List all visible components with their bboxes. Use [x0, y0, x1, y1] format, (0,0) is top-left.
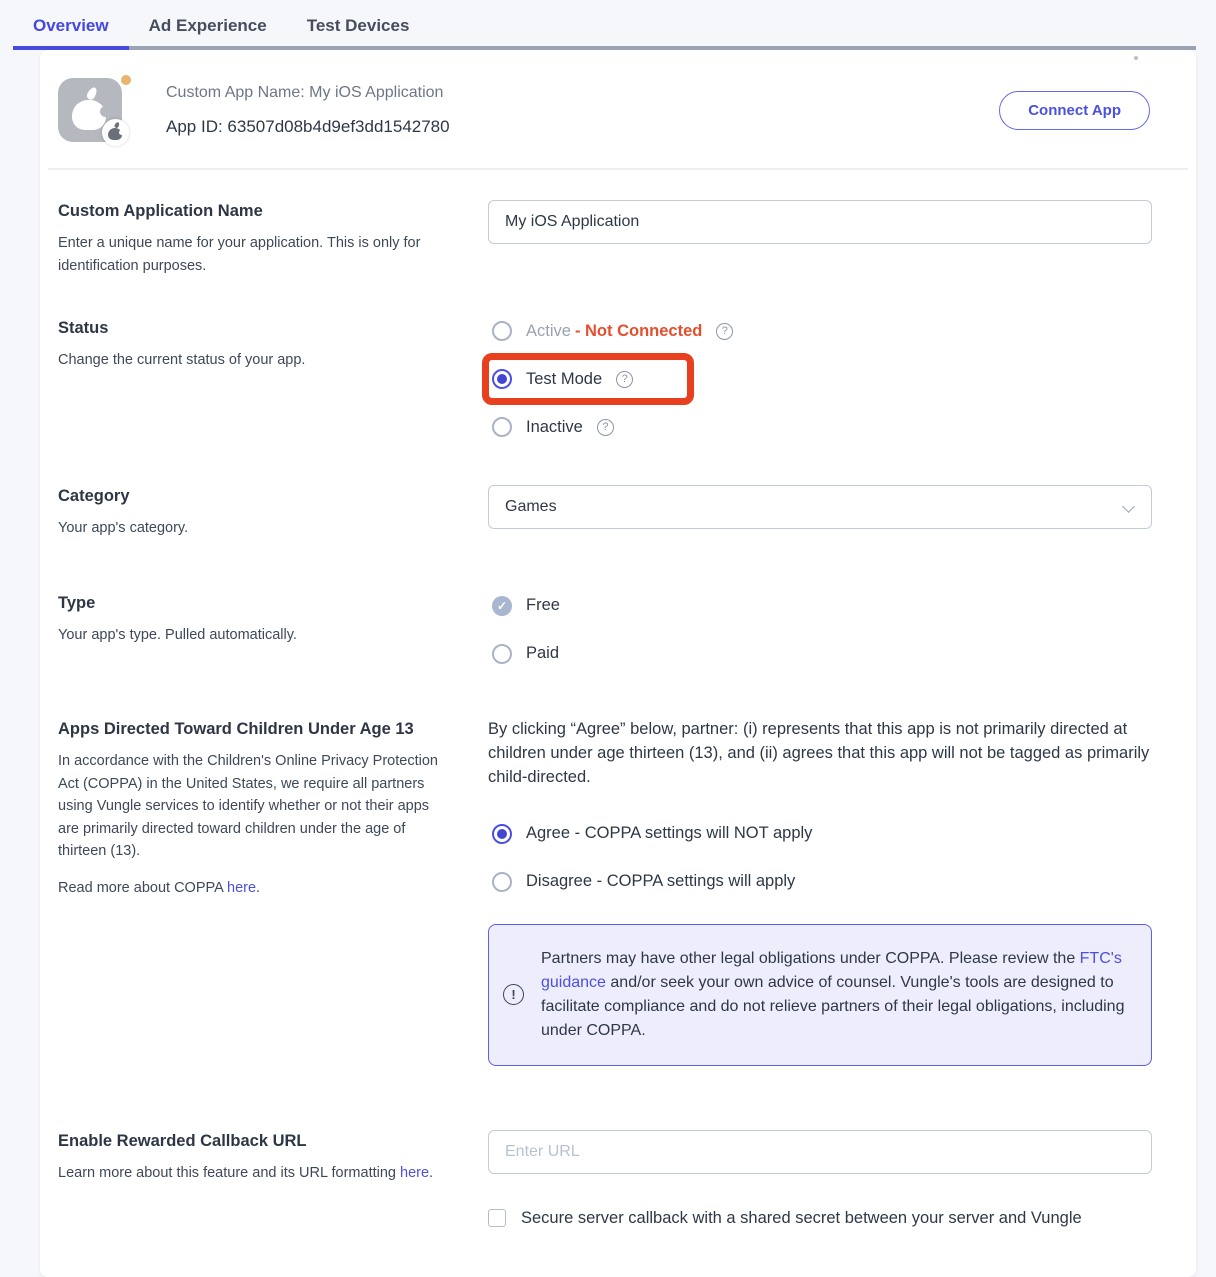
tab-test-devices[interactable]: Test Devices — [306, 16, 410, 35]
free-selected-check-icon: ✓ — [492, 596, 512, 616]
app-settings-card — [40, 50, 1196, 1277]
radio-disagree[interactable] — [492, 872, 512, 892]
connect-app-button[interactable]: Connect App — [999, 91, 1150, 130]
type-label: Type — [58, 593, 96, 612]
section-callback-url — [58, 1130, 1152, 1232]
callback-label: Enable Rewarded Callback URL — [58, 1131, 307, 1150]
type-option-free — [492, 592, 1152, 620]
test-mode-help-icon[interactable]: ? — [616, 371, 633, 388]
section-status — [58, 317, 1152, 441]
coppa-label: Apps Directed Toward Children Under Age 13 — [58, 719, 414, 738]
collapse-dot — [1134, 56, 1138, 60]
coppa-notice-text: Partners may have other legal obligations under COPPA. Please review the FTC's guidance and/or seek your own advice of counsel. Vungle's tools are designed to facilitate compliance and do not relieve partners of their legal obligations, including under COPPA. — [541, 949, 1125, 1039]
settings-form — [40, 170, 1196, 1277]
callback-url-input[interactable] — [488, 1130, 1152, 1174]
status-description: Change the current status of your app. — [58, 352, 306, 369]
radio-paid[interactable] — [492, 644, 512, 664]
status-dot — [121, 75, 131, 85]
secure-callback-label[interactable]: Secure server callback with a shared secret between your server and Vungle — [521, 1208, 1082, 1227]
custom-name-input[interactable] — [488, 200, 1152, 244]
coppa-read-more: Read more about COPPA here. — [58, 879, 261, 896]
section-category — [58, 485, 1152, 540]
custom-name-description: Enter a unique name for your application. This is only for identification purposes. — [58, 235, 421, 274]
radio-inactive-label[interactable]: Inactive — [526, 417, 583, 436]
section-type — [58, 592, 1152, 668]
callback-here-link[interactable]: here — [400, 1164, 430, 1181]
radio-test-mode-label[interactable]: Test Mode — [526, 369, 603, 388]
tab-ad-experience[interactable]: Ad Experience — [148, 16, 267, 35]
coppa-radio-group — [488, 820, 1152, 896]
inactive-help-icon[interactable]: ? — [597, 419, 614, 436]
coppa-here-link[interactable]: here — [227, 879, 257, 896]
radio-test-mode[interactable] — [492, 369, 512, 389]
type-radio-group — [488, 592, 1152, 668]
status-label: Status — [58, 319, 109, 338]
secure-callback-checkbox[interactable] — [488, 1209, 506, 1227]
radio-inactive[interactable] — [492, 417, 512, 437]
status-option-active — [492, 317, 1152, 345]
type-description: Your app's type. Pulled automatically. — [58, 627, 297, 644]
warning-icon: ! — [503, 984, 524, 1005]
type-paid-label[interactable]: Paid — [526, 644, 560, 663]
radio-disagree-label[interactable]: Disagree - COPPA settings will apply — [526, 872, 796, 891]
category-select[interactable] — [488, 485, 1152, 529]
section-coppa — [58, 718, 1152, 1066]
status-option-inactive — [492, 413, 1152, 441]
custom-app-name-line: Custom App Name: My iOS Application — [166, 83, 444, 101]
app-header — [40, 50, 1196, 168]
chevron-down-icon — [1122, 500, 1135, 513]
status-option-test-mode — [492, 365, 1152, 393]
tab-overview[interactable]: Overview — [13, 3, 129, 50]
radio-agree-label[interactable]: Agree - COPPA settings will NOT apply — [526, 824, 813, 843]
app-icon — [58, 78, 122, 142]
app-id-line: App ID: 63507d08b4d9ef3dd1542780 — [166, 116, 450, 136]
callback-description: Learn more about this feature and its URL formatting here. — [58, 1164, 434, 1181]
coppa-option-disagree — [492, 868, 1152, 896]
type-free-label: Free — [526, 596, 560, 615]
category-description: Your app's category. — [58, 520, 189, 537]
category-selected-value: Games — [505, 498, 557, 516]
active-help-icon[interactable]: ? — [716, 323, 733, 340]
ftc-guidance-link[interactable]: FTC's guidance — [541, 949, 1122, 991]
coppa-notice-box — [488, 924, 1152, 1066]
tab-bar — [0, 0, 1216, 50]
not-connected-text: - Not Connected — [574, 321, 703, 340]
coppa-description: In accordance with the Children's Online Privacy Protection Act (COPPA) in the United States, we require all partners using Vungle services to identify whether or not their apps are primarily directed toward children under the age of thirteen (13). — [58, 753, 438, 860]
coppa-agreement-text: By clicking “Agree” below, partner: (i) represents that this app is not primarily directed at children under age thirteen (13), and (ii) agrees that this app will not be tagged as primarily child-directed. — [488, 719, 1150, 786]
section-custom-name — [58, 200, 1152, 277]
custom-name-label: Custom Application Name — [58, 202, 263, 220]
category-label: Category — [58, 487, 130, 506]
radio-active-label[interactable]: Active — [526, 321, 571, 340]
status-radio-group — [488, 317, 1152, 441]
radio-agree[interactable] — [492, 824, 512, 844]
ios-platform-badge-icon — [102, 119, 129, 146]
radio-active[interactable] — [492, 321, 512, 341]
coppa-option-agree — [492, 820, 1152, 848]
type-option-paid — [492, 640, 1152, 668]
secure-callback-row — [488, 1206, 1152, 1232]
